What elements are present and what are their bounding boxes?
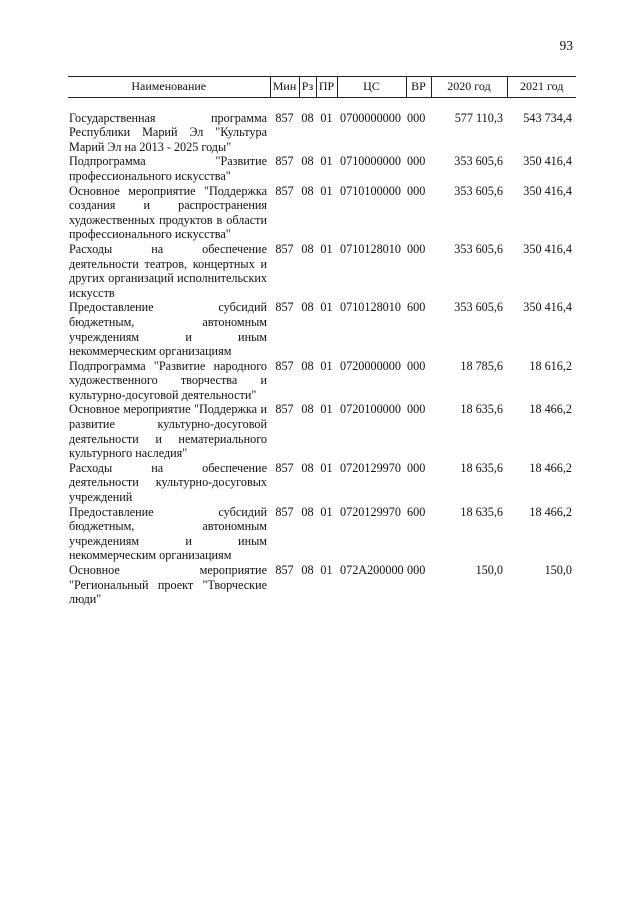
row-2021: 18 466,2	[529, 504, 572, 519]
row-vr: 000	[407, 358, 426, 373]
row-2021: 150,0	[544, 563, 572, 577]
row-pr: 01	[320, 402, 333, 417]
row-2021: 18 616,2	[529, 358, 572, 373]
row-name: Предоставление субсидий бюджетным, автономным учреждениям и иным некоммерческим организациям	[69, 300, 267, 359]
row-2020: 18 635,6	[460, 504, 503, 519]
row-name: Подпрограмма "Развитие народного художественного творчества и культурно-досуговой деятельности"	[69, 358, 267, 402]
row-min: 857	[275, 300, 294, 315]
row-min: 857	[275, 402, 294, 417]
row-vr: 000	[407, 241, 426, 256]
header-pr: ПР	[316, 77, 337, 98]
header-vr: ВР	[406, 77, 431, 98]
row-vr: 000	[407, 110, 426, 125]
row-2021: 18 466,2	[529, 402, 572, 417]
row-name: Расходы на обеспечение деятельности театров, концертных и других организаций исполнительских искусств	[69, 241, 267, 300]
row-2020: 150,0	[475, 563, 503, 577]
row-min: 857	[275, 358, 294, 373]
row-2020: 18 635,6	[460, 402, 503, 417]
row-2021: 350 416,4	[523, 241, 572, 256]
row-min: 857	[275, 563, 294, 577]
row-rz: 08	[301, 154, 314, 169]
row-rz: 08	[301, 460, 314, 475]
row-rz: 08	[301, 241, 314, 256]
row-min: 857	[275, 460, 294, 475]
row-name: Основное мероприятие "Поддержка и развитие культурно-досуговой деятельности и нематериального культурного наследия"	[69, 402, 267, 461]
table-body	[68, 97, 576, 607]
row-vr: 000	[407, 154, 426, 169]
row-2020: 353 605,6	[454, 300, 503, 315]
row-pr: 01	[320, 460, 333, 475]
table-row	[68, 563, 576, 607]
row-rz: 08	[301, 402, 314, 417]
header-name: Наименование	[68, 77, 270, 98]
row-vr: 000	[407, 563, 426, 577]
row-name: Расходы на обеспечение деятельности культурно-досуговых учреждений	[69, 460, 267, 505]
row-2021: 350 416,4	[523, 183, 572, 198]
row-pr: 01	[320, 183, 333, 198]
table-row	[68, 97, 576, 154]
row-pr: 01	[320, 110, 333, 125]
row-name: Основное мероприятие "Поддержка создания и распространения художественных продуктов в области профессионального искусства"	[69, 183, 267, 242]
row-pr: 01	[320, 504, 333, 519]
row-rz: 08	[301, 358, 314, 373]
budget-table	[68, 76, 576, 607]
table-row	[68, 184, 576, 242]
table-row	[68, 402, 576, 460]
header-rz: Рз	[299, 77, 316, 98]
row-2020: 577 110,3	[454, 110, 503, 125]
row-cs: 0720000000	[340, 358, 401, 373]
row-2020: 353 605,6	[454, 183, 503, 198]
row-rz: 08	[301, 110, 314, 125]
row-vr: 000	[407, 402, 426, 417]
row-cs: 0710100000	[340, 183, 401, 198]
row-2020: 18 785,6	[460, 358, 503, 373]
header-min: Мин	[270, 77, 299, 98]
row-2020: 353 605,6	[454, 154, 503, 169]
row-rz: 08	[301, 563, 314, 577]
row-2021: 543 734,4	[523, 110, 572, 125]
row-name: Предоставление субсидий бюджетным, автономным учреждениям и иным некоммерческим организациям	[69, 504, 267, 563]
row-min: 857	[275, 110, 294, 125]
row-rz: 08	[301, 183, 314, 198]
row-2021: 350 416,4	[523, 154, 572, 169]
header-cs: ЦС	[337, 77, 406, 98]
page-number: 93	[559, 38, 573, 53]
row-cs: 0710000000	[340, 154, 401, 169]
row-pr: 01	[320, 358, 333, 373]
row-min: 857	[275, 183, 294, 198]
row-2021: 18 466,2	[529, 460, 572, 475]
row-min: 857	[275, 504, 294, 519]
row-2020: 353 605,6	[454, 241, 503, 256]
row-2020: 18 635,6	[460, 460, 503, 475]
table-row	[68, 505, 576, 563]
row-name: Подпрограмма "Развитие профессионального искусства"	[69, 154, 267, 183]
row-pr: 01	[320, 563, 333, 577]
row-cs: 0720129970	[340, 504, 401, 519]
table-row	[68, 300, 576, 358]
row-cs: 0710128010	[340, 241, 401, 256]
row-cs: 072A200000	[340, 563, 404, 577]
table-row	[68, 359, 576, 403]
row-vr: 000	[407, 183, 426, 198]
row-rz: 08	[301, 504, 314, 519]
row-rz: 08	[301, 300, 314, 315]
row-vr: 600	[407, 300, 426, 315]
row-cs: 0700000000	[340, 110, 401, 125]
row-pr: 01	[320, 154, 333, 169]
row-cs: 0720100000	[340, 402, 401, 417]
table-row	[68, 154, 576, 183]
row-min: 857	[275, 154, 294, 169]
header-2020: 2020 год	[431, 77, 507, 98]
row-vr: 000	[407, 460, 426, 475]
row-pr: 01	[320, 300, 333, 315]
row-cs: 0720129970	[340, 460, 401, 475]
row-vr: 600	[407, 504, 426, 519]
row-name: Основное мероприятие "Региональный проект "Творческие люди"	[69, 563, 267, 607]
table-header-row	[68, 77, 576, 98]
table-row	[68, 461, 576, 505]
row-name: Государственная программа Республики Марий Эл "Культура Марий Эл на 2013 - 2025 годы"	[69, 110, 267, 154]
table-row	[68, 242, 576, 300]
row-2021: 350 416,4	[523, 300, 572, 315]
row-cs: 0710128010	[340, 300, 401, 315]
header-2021: 2021 год	[507, 77, 576, 98]
row-min: 857	[275, 241, 294, 256]
row-pr: 01	[320, 241, 333, 256]
